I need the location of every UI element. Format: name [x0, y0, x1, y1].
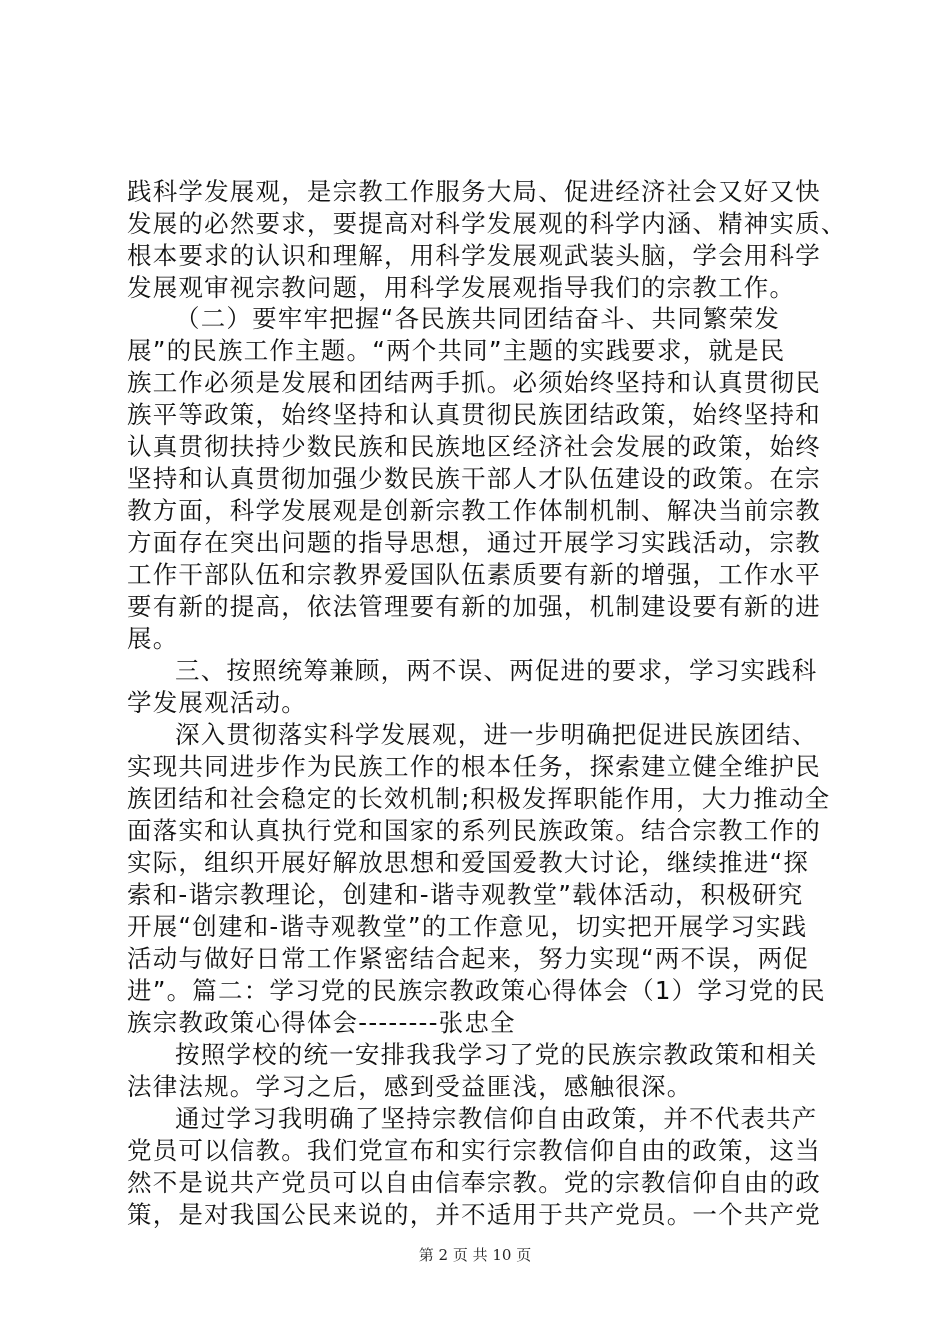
- body-line: 发展的必然要求，要提高对科学发展观的科学内涵、精神实质、: [127, 209, 847, 238]
- body-line: 族平等政策，始终坚持和认真贯彻民族团结政策，始终坚持和: [127, 400, 821, 429]
- body-line: 实现共同进步作为民族工作的根本任务，探索建立健全维护民: [127, 752, 821, 781]
- body-line: 学发展观活动。: [127, 688, 307, 717]
- body-line: 策，是对我国公民来说的，并不适用于共产党员。一个共产党: [127, 1200, 821, 1229]
- body-line: 三、按照统筹兼顾，两不误、两促进的要求，学习实践科: [175, 656, 818, 685]
- body-line: 法律法规。学习之后，感到受益匪浅，感触很深。: [127, 1072, 693, 1101]
- body-line: 索和-谐宗教理论，创建和-谐寺观教堂”载体活动，积极研究: [127, 880, 804, 909]
- body-line: 然不是说共产党员可以自由信奉宗教。党的宗教信仰自由的政: [127, 1168, 821, 1197]
- body-line: 实际，组织开展好解放思想和爱国爱教大讨论，继续推进“探: [127, 848, 810, 877]
- body-line: 进”。篇二：学习党的民族宗教政策心得体会（1）学习党的民: [127, 976, 826, 1005]
- body-line: 开展“创建和-谐寺观教堂”的工作意见，切实把开展学习实践: [127, 912, 808, 941]
- body-line: 面落实和认真执行党和国家的系列民族政策。结合宗教工作的: [127, 816, 821, 845]
- body-line: 按照学校的统一安排我我学习了党的民族宗教政策和相关: [175, 1040, 818, 1069]
- body-line: 工作干部队伍和宗教界爱国队伍素质要有新的增强，工作水平: [127, 560, 821, 589]
- body-line: 族宗教政策心得体会--------张忠全: [127, 1008, 516, 1037]
- body-line: 通过学习我明确了坚持宗教信仰自由政策，并不代表共产: [175, 1104, 818, 1133]
- body-line: 族工作必须是发展和团结两手抓。必须始终坚持和认真贯彻民: [127, 368, 821, 397]
- body-line: 族团结和社会稳定的长效机制;积极发挥职能作用，大力推动全: [127, 784, 831, 813]
- body-line: 要有新的提高，依法管理要有新的加强，机制建设要有新的进: [127, 592, 821, 621]
- body-line: 展。: [127, 624, 179, 653]
- body-line: 方面存在突出问题的指导思想，通过开展学习实践活动，宗教: [127, 528, 821, 557]
- body-line: （二）要牢牢把握“各民族共同团结奋斗、共同繁荣发: [175, 304, 780, 333]
- body-line: 认真贯彻扶持少数民族和民族地区经济社会发展的政策，始终: [127, 432, 821, 461]
- body-line: 根本要求的认识和理解，用科学发展观武装头脑，学会用科学: [127, 241, 821, 270]
- page-number-footer: 第 2 页 共 10 页: [418, 1246, 532, 1264]
- body-line: 坚持和认真贯彻加强少数民族干部人才队伍建设的政策。在宗: [127, 464, 821, 493]
- body-line: 展”的民族工作主题。“两个共同”主题的实践要求，就是民: [127, 336, 786, 365]
- body-line: 党员可以信教。我们党宣布和实行宗教信仰自由的政策，这当: [127, 1136, 821, 1165]
- body-line: 活动与做好日常工作紧密结合起来，努力实现“两不误，两促: [127, 944, 810, 973]
- body-line: 教方面，科学发展观是创新宗教工作体制机制、解决当前宗教: [127, 496, 821, 525]
- body-line: 深入贯彻落实科学发展观，进一步明确把促进民族团结、: [175, 720, 818, 749]
- body-line: 发展观审视宗教问题，用科学发展观指导我们的宗教工作。: [127, 273, 796, 302]
- body-line: 践科学发展观，是宗教工作服务大局、促进经济社会又好又快: [127, 177, 821, 206]
